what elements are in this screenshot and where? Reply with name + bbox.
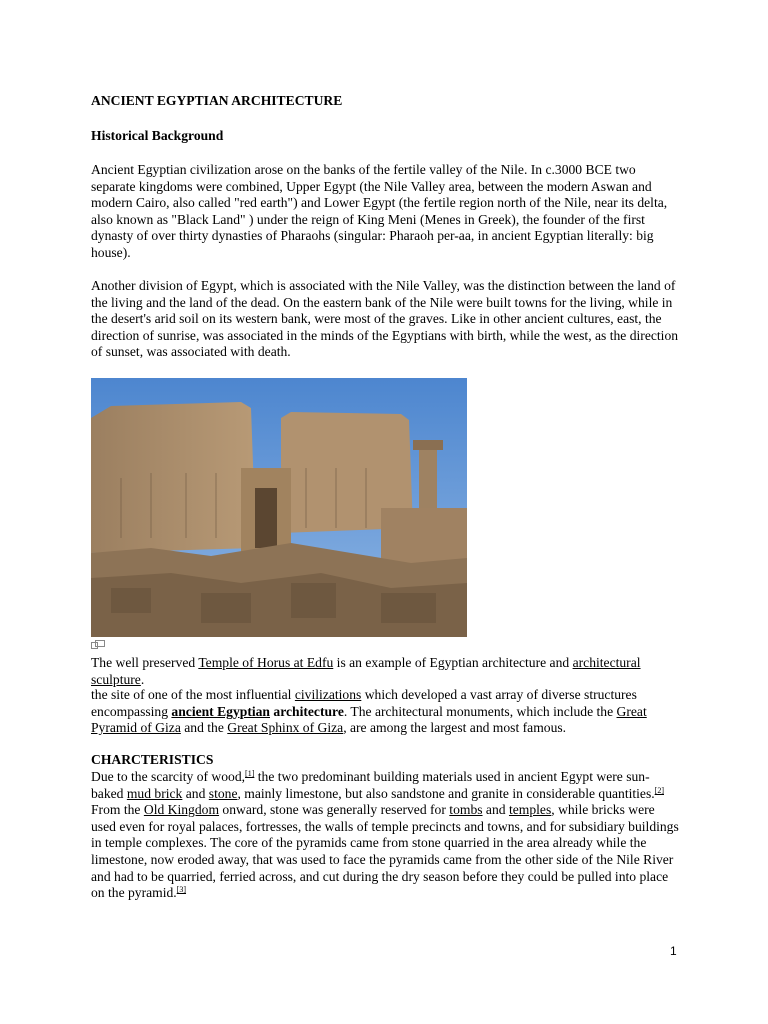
paragraph-text: Due to the scarcity of wood, <box>91 769 246 784</box>
link-architectural-sculpture[interactable]: architectural sculpture <box>91 655 641 687</box>
bold-text: architecture <box>270 703 344 719</box>
link-stone[interactable]: stone <box>208 785 238 801</box>
caption-text: The well preserved <box>91 655 199 670</box>
paragraph-division: Another division of Egypt, which is associated with the Nile Valley, was the distinction between the land of the living and the land of the dead. On the eastern bank of the Nile were built towns for the living, while in the desert's arid soil on its western bank, were most of the graves. Like in other ancient cultures, east, the direction of sunrise, was associated in the minds of the Egyptians with birth, while the west, as the direction of sunset, was associated with death. <box>91 278 679 360</box>
caption-text: is an example of Egyptian architecture and <box>333 655 573 670</box>
paragraph-text: and <box>182 785 209 801</box>
paragraph-text: , mainly limestone, but also sandstone and granite in considerable quantities. <box>237 785 655 801</box>
paragraph-characteristics <box>91 769 681 902</box>
image-anchor-icon <box>91 637 105 647</box>
link-temple-of-horus[interactable]: Temple of Horus at Edfu <box>198 655 334 670</box>
paragraph-text: . The architectural monuments, which include the <box>343 703 617 719</box>
paragraph-site <box>91 687 681 737</box>
paragraph-text: which developed a vast array of diverse structures encompassing <box>91 687 637 719</box>
caption-text: . <box>140 671 145 687</box>
paragraph-text: the two predominant building materials used in ancient Egypt were sun-baked <box>91 769 650 801</box>
section-heading-historical: Historical Background <box>91 128 224 143</box>
link-ancient-egyptian[interactable]: ancient Egyptian <box>171 703 270 719</box>
link-civilizations[interactable]: civilizations <box>294 687 362 702</box>
paragraph-text: , while bricks were used even for royal palaces, fortresses, the walls of temple precincts and towns, and for subsidiary buildings in temple complexes. The core of the pyramids came from stone quarried in the area already while the limestone, now eroded away, that was used to face the pyramids came from the other side of the Nile River and had to be quarried, ferried across, and cut during the dry season before they could be pulled into place on the pyramid. <box>91 802 679 901</box>
reference-2[interactable]: [2] <box>654 785 664 795</box>
reference-3[interactable]: [3] <box>176 885 187 895</box>
link-great-sphinx[interactable]: Great Sphinx of Giza <box>227 720 344 736</box>
page-number: 1 <box>670 944 677 958</box>
temple-of-horus-photo <box>91 378 467 637</box>
image-caption <box>91 655 681 688</box>
link-temples[interactable]: temples <box>508 802 552 818</box>
paragraph-text: From the <box>91 802 144 818</box>
document-title: ANCIENT EGYPTIAN ARCHITECTURE <box>91 93 343 108</box>
link-great-pyramid[interactable]: Great Pyramid of Giza <box>91 703 647 736</box>
paragraph-text: and <box>482 802 509 818</box>
paragraph-text: , are among the largest and most famous. <box>343 720 567 736</box>
link-mud-brick[interactable]: mud brick <box>126 785 183 801</box>
link-old-kingdom[interactable]: Old Kingdom <box>143 802 220 818</box>
section-heading-characteristics: CHARCTERISTICS <box>91 752 214 767</box>
paragraph-text: onward, stone was generally reserved for <box>219 802 450 818</box>
link-tombs[interactable]: tombs <box>449 802 483 818</box>
reference-1[interactable]: [1] <box>245 769 255 778</box>
paragraph-origins: Ancient Egyptian civilization arose on the banks of the fertile valley of the Nile. In c.3000 BCE two separate kingdoms were combined, Upper Egypt (the Nile Valley area, between the modern Aswan and modern Cairo, also called "red earth") and Lower Egypt (the fertile region north of the Nile, near its delta, also known as "Black Land" ) under the reign of King Meni (Menes in Greek), the founder of the first dynasty of over thirty dynasties of Pharaohs (singular: Pharaoh per-aa, in ancient Egyptian literally: big house). <box>91 162 668 260</box>
paragraph-text: the site of one of the most influential <box>91 687 295 702</box>
paragraph-text: and the <box>180 720 228 736</box>
